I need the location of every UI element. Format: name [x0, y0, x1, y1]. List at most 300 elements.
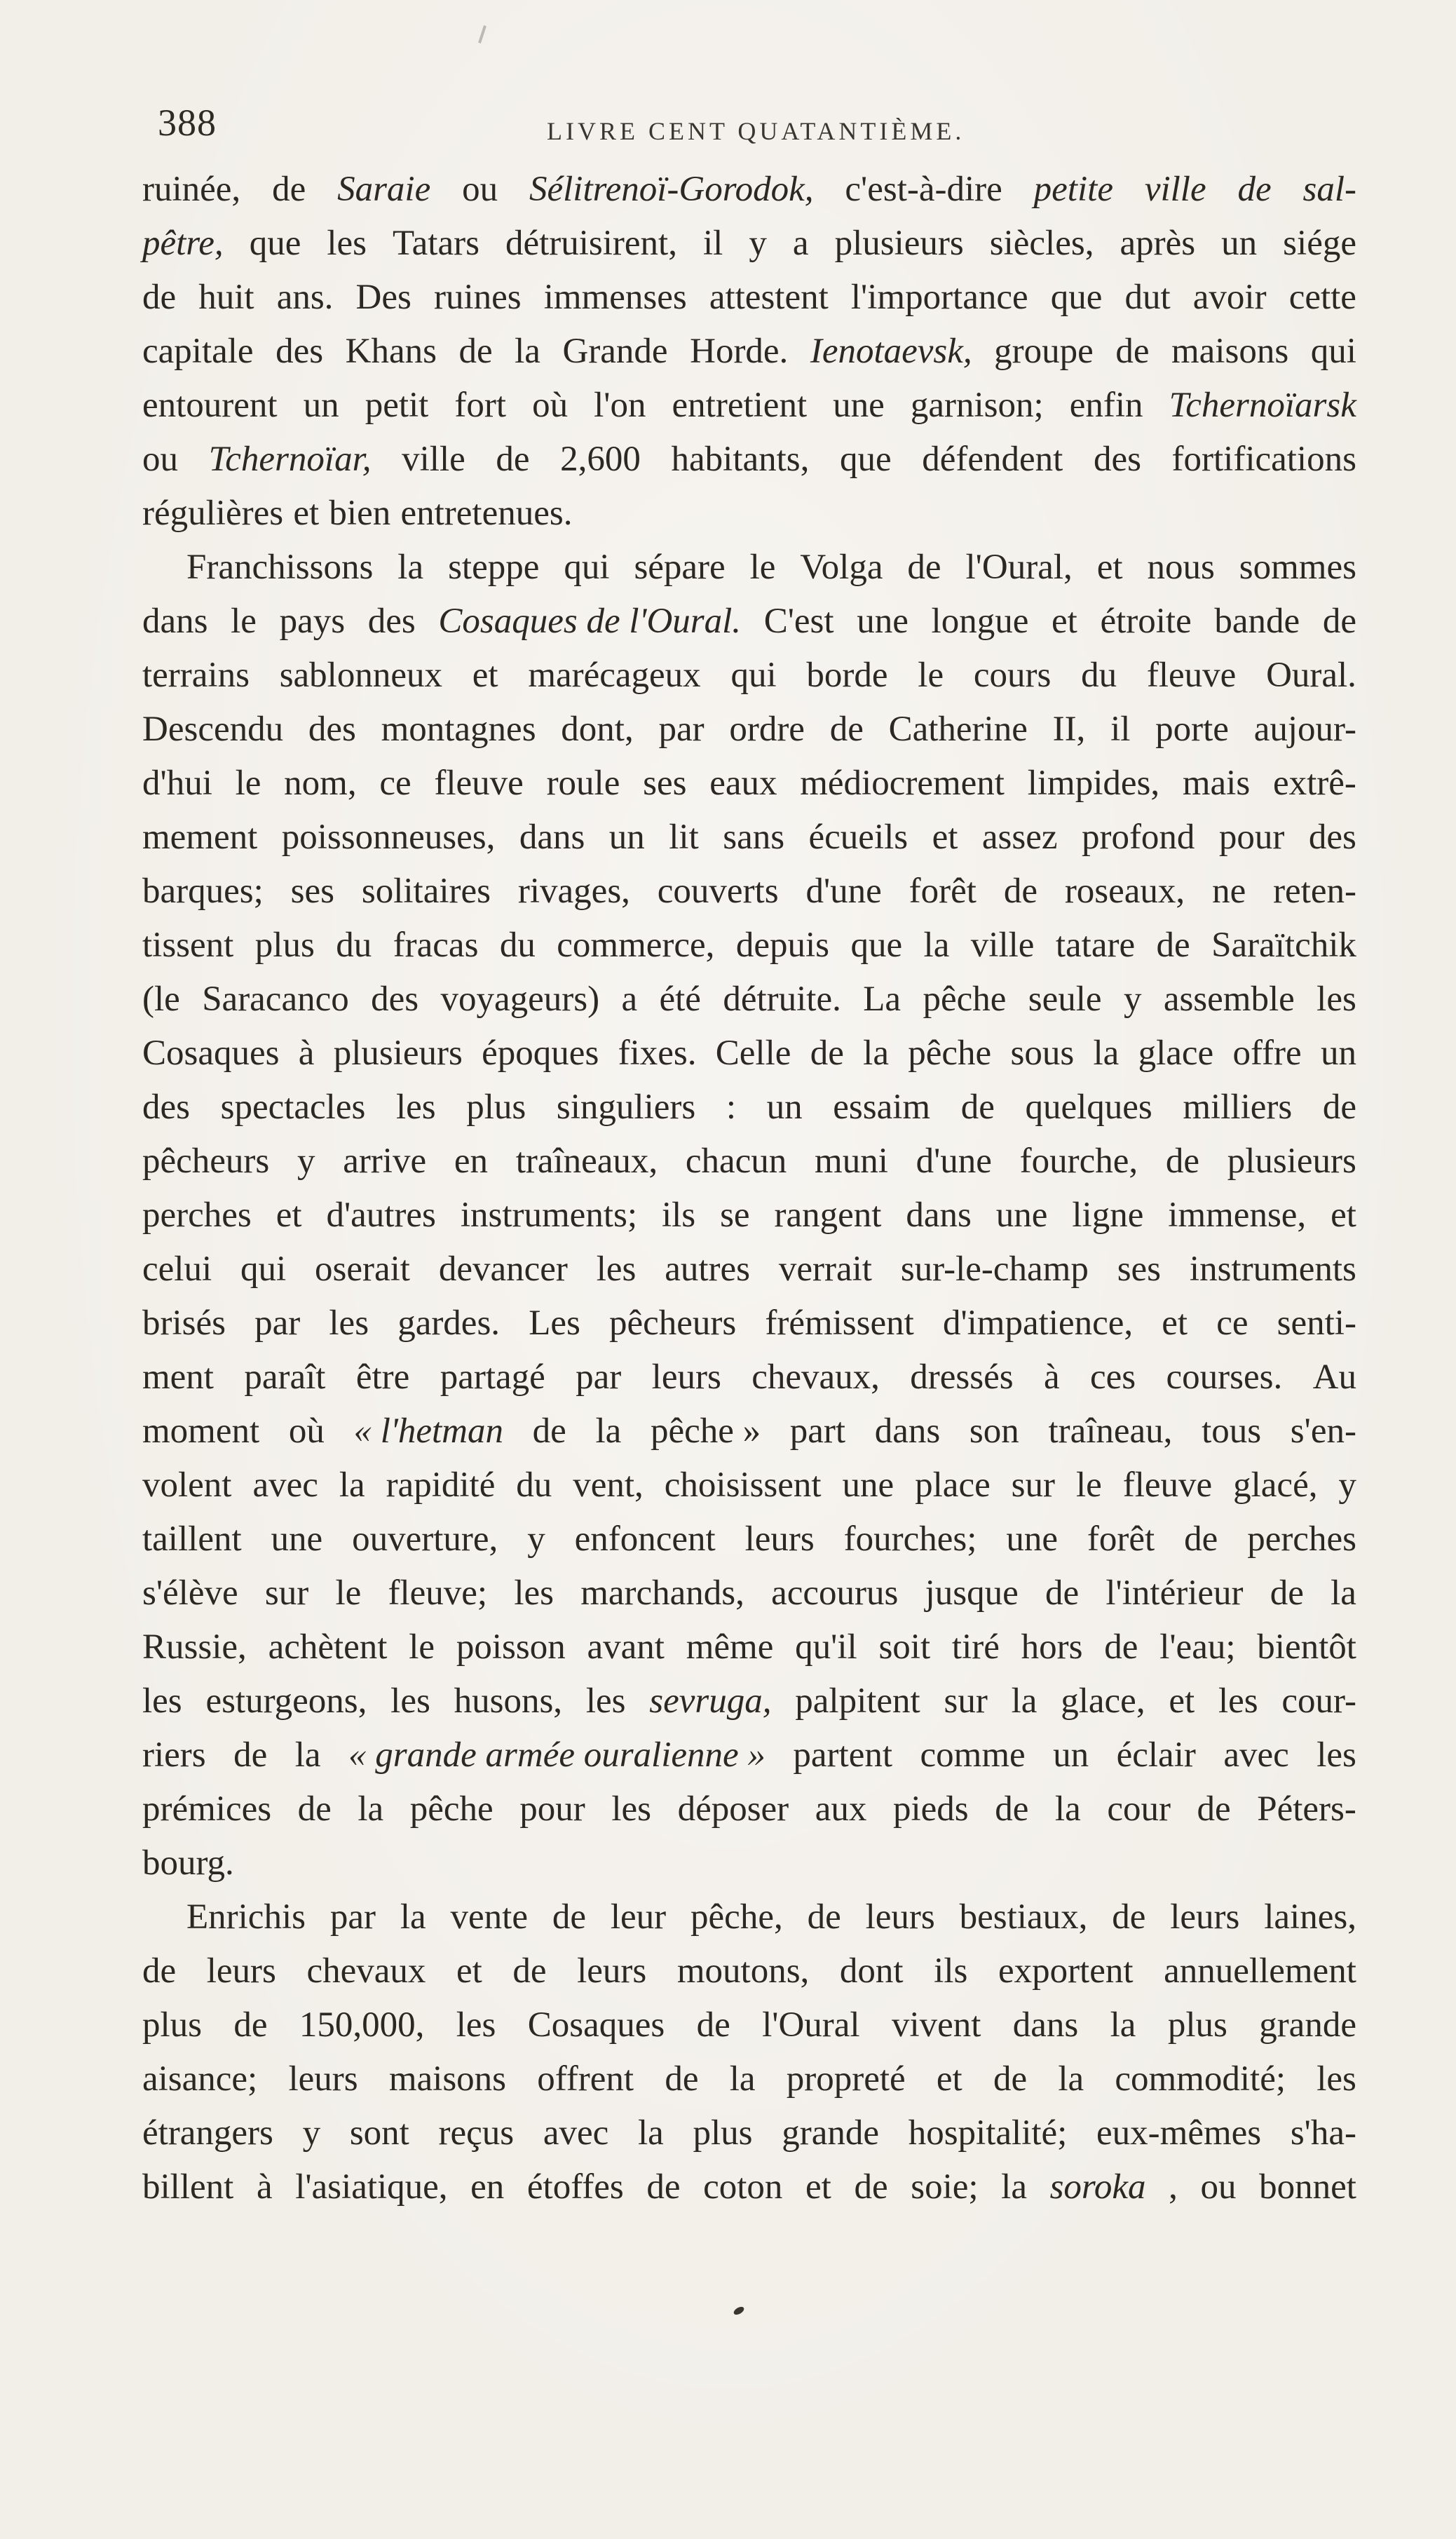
word: de [532, 1411, 566, 1451]
word: de [1270, 1573, 1304, 1613]
word: à [1043, 1357, 1060, 1397]
word: pêche [923, 980, 1007, 1019]
word: ordre [729, 710, 805, 749]
word: les [611, 1789, 651, 1829]
word: ment [142, 1357, 214, 1397]
word: taillent [142, 1519, 242, 1559]
word: qui [240, 1250, 287, 1289]
text-line [142, 757, 1356, 811]
word: s'élève [142, 1573, 238, 1613]
word: eaux [709, 764, 777, 803]
word: la [294, 1735, 321, 1775]
word: de [1322, 1088, 1356, 1127]
word: de [646, 2167, 681, 2207]
word: y [749, 224, 767, 263]
word: sur [264, 1573, 309, 1613]
text-line [142, 2052, 1356, 2106]
word: capitale [142, 332, 254, 371]
word: Cosaques [527, 2005, 665, 2045]
word: instruments; [460, 1196, 638, 1235]
word: détruite. [723, 980, 841, 1019]
word: offrent [537, 2059, 634, 2099]
word: les [327, 224, 367, 263]
word: seule [1028, 980, 1102, 1019]
word: glace, [1061, 1681, 1145, 1721]
word: moment [142, 1411, 260, 1451]
word: plusieurs [333, 1034, 463, 1073]
word: volent [142, 1465, 232, 1505]
word: de [1115, 332, 1150, 371]
text-line [142, 919, 1356, 973]
word: se [720, 1196, 750, 1235]
word: Horde. [690, 332, 789, 371]
word: assemble [1163, 980, 1295, 1019]
word: bonnet [1259, 2167, 1356, 2207]
word: fleuve [434, 764, 524, 803]
word: ou [142, 440, 178, 479]
word: pour [1218, 818, 1285, 857]
word: , [1169, 2167, 1178, 2207]
word: huit [198, 278, 254, 317]
word: eux-mêmes [1096, 2113, 1262, 2153]
word: et [456, 1951, 482, 1991]
word: du [336, 926, 372, 965]
word: ville [1144, 170, 1206, 209]
word: de [512, 1951, 547, 1991]
running-title: LIVRE CENT QUATANTIÈME. [547, 117, 965, 145]
page-number: 388 [158, 102, 217, 144]
word: le [749, 548, 776, 587]
word: il [1110, 710, 1131, 749]
word: de [1112, 1897, 1146, 1937]
word: sur [1011, 1465, 1056, 1505]
word: entretient [672, 386, 808, 425]
word: éclair [1116, 1735, 1196, 1775]
word: la [1110, 2005, 1136, 2045]
word: que [249, 224, 301, 263]
word: esturgeons, [205, 1681, 367, 1721]
word: Grande [562, 332, 668, 371]
word: par [329, 1897, 376, 1937]
word: étrangers [142, 2113, 273, 2153]
word: de [297, 1789, 332, 1829]
word: poisson [456, 1627, 566, 1667]
word: plus [142, 2005, 203, 2045]
word: une [995, 1196, 1048, 1235]
word: de [807, 1897, 841, 1937]
word: perches [1247, 1519, 1356, 1559]
word: sur-le-champ [900, 1250, 1089, 1289]
word: Tchernoïar, [208, 440, 372, 479]
text-line [142, 1189, 1356, 1243]
word: roseaux, [1064, 872, 1185, 911]
word: dut [1124, 278, 1171, 317]
word: son [969, 1411, 1019, 1451]
word: d'autres [326, 1196, 436, 1235]
word: la [729, 2059, 756, 2099]
word: verrait [778, 1250, 872, 1289]
word: celui [142, 1250, 212, 1289]
word: par [658, 710, 705, 749]
word: et [1052, 602, 1077, 641]
word: glace [1138, 1034, 1214, 1073]
word: : [726, 1088, 737, 1127]
word: Saracanco [202, 980, 349, 1019]
word: le [409, 1627, 435, 1667]
word: les [142, 1681, 182, 1721]
word: y [1338, 1465, 1356, 1505]
word: siége [1283, 224, 1356, 263]
word: milliers [1183, 1088, 1293, 1127]
word: profond [1081, 818, 1195, 857]
word: tous [1202, 1411, 1262, 1451]
word: entourent [142, 386, 278, 425]
word: spectacles [220, 1088, 366, 1127]
word: une [842, 1465, 894, 1505]
word: bande [1214, 602, 1300, 641]
word: riers [142, 1735, 206, 1775]
word: avec [1223, 1735, 1289, 1775]
word: et [1162, 1304, 1188, 1343]
word: 150,000, [299, 2005, 425, 2045]
word: fixes. [618, 1034, 697, 1073]
word: sablonneux [279, 656, 442, 695]
word: de [1104, 1627, 1138, 1667]
word: de [907, 548, 941, 587]
word: époques [482, 1034, 599, 1073]
word: une [857, 602, 909, 641]
word: nous [1147, 548, 1215, 587]
text-line [142, 1027, 1356, 1081]
word: cour- [1281, 1681, 1356, 1721]
word: maisons [388, 2059, 507, 2099]
word: d'une [916, 1142, 992, 1181]
word: hors [1021, 1627, 1083, 1667]
word: être [355, 1357, 410, 1397]
word: de [1322, 602, 1356, 641]
word: de [696, 2005, 730, 2045]
word: les [1316, 2059, 1356, 2099]
text-line [142, 1944, 1356, 1998]
word: où [288, 1411, 325, 1451]
word: Franchissons [186, 548, 374, 587]
word: un [1221, 224, 1258, 263]
text-line [142, 1998, 1356, 2052]
word: la [637, 2113, 664, 2153]
word: les [456, 2005, 496, 2045]
word: de [458, 332, 493, 371]
word: couverts [657, 872, 779, 911]
word: un [766, 1088, 803, 1127]
word: ils [934, 1951, 968, 1991]
word: à [298, 1034, 315, 1073]
word: bien [329, 494, 391, 533]
word: leurs [865, 1897, 935, 1937]
word: de [1156, 926, 1190, 965]
word: avant [587, 1627, 665, 1667]
word: et [275, 1196, 302, 1235]
word: Catherine [888, 710, 1028, 749]
word: pêcheurs [608, 1304, 737, 1343]
word: c'est-à-dire [845, 170, 1002, 209]
word: groupe [994, 332, 1094, 371]
word: le [335, 1573, 362, 1613]
word: des [1093, 440, 1141, 479]
word: par [254, 1304, 301, 1343]
word: singuliers [556, 1088, 696, 1127]
word: des [1308, 818, 1356, 857]
word: depuis [735, 926, 830, 965]
word: un [1320, 1034, 1356, 1073]
text-line [142, 217, 1356, 271]
word: déposer [677, 1789, 789, 1829]
word: laines, [1264, 1897, 1356, 1937]
text-line [142, 1243, 1356, 1296]
word: autres [665, 1250, 751, 1289]
word: de [960, 1088, 995, 1127]
word: de [1197, 1789, 1231, 1829]
word: ouverture, [352, 1519, 498, 1559]
word: que [850, 926, 903, 965]
text-line [142, 865, 1356, 919]
word: lit [669, 818, 699, 857]
word: garnison; [910, 386, 1044, 425]
word: leurs [577, 1951, 647, 1991]
word: et [1331, 1196, 1356, 1235]
word: la [1001, 2167, 1027, 2207]
word: instruments [1189, 1250, 1356, 1289]
word: dans [142, 602, 208, 641]
text-line [142, 271, 1356, 325]
word: en [470, 2167, 505, 2207]
word: la [515, 332, 540, 371]
word: une [833, 386, 885, 425]
word: partagé [440, 1357, 545, 1397]
word: des [371, 980, 419, 1019]
word: des [367, 602, 416, 641]
word: les [1316, 1735, 1356, 1775]
text-line [142, 1296, 1356, 1350]
word: la [397, 548, 424, 587]
word: l'asiatique, [295, 2167, 448, 2207]
word: offre [1232, 1034, 1302, 1073]
word: oserait [315, 1250, 410, 1289]
word: pêche, [690, 1897, 783, 1937]
word: ses [643, 764, 687, 803]
text-line [142, 973, 1356, 1027]
word: ne [1212, 872, 1246, 911]
word: ils [661, 1196, 696, 1235]
word: maisons [1171, 332, 1289, 371]
word: dans [1012, 2005, 1079, 2045]
word: petit [365, 386, 429, 425]
word: siècles, [989, 224, 1094, 263]
word: le [1075, 1465, 1102, 1505]
word: Ienotaevsk, [810, 332, 972, 371]
word: l'intérieur [1105, 1573, 1244, 1613]
word: reçus [438, 2113, 515, 2153]
word: cette [1288, 278, 1356, 317]
word: sépare [634, 548, 726, 587]
word: marécageux [528, 656, 701, 695]
text-line [142, 595, 1356, 649]
word: la [358, 1789, 384, 1829]
text-line [142, 541, 1356, 595]
word: avec [543, 2113, 609, 2153]
word: grande [782, 2113, 879, 2153]
word: du [499, 926, 536, 965]
word: une [1006, 1519, 1058, 1559]
text-line [142, 433, 1356, 487]
word: et [1169, 1681, 1195, 1721]
word: steppe [448, 548, 540, 587]
word: borde [806, 656, 888, 695]
word: de [829, 710, 864, 749]
word: husons, [454, 1681, 563, 1721]
word: brisés [142, 1304, 226, 1343]
word: sont [349, 2113, 409, 2153]
word: essaim [833, 1088, 931, 1127]
word: l'Oural, [965, 548, 1073, 587]
word: fleuve [1122, 1465, 1213, 1505]
word: leurs [651, 1357, 721, 1397]
word: traîneau, [1048, 1411, 1173, 1451]
word: plusieurs [1227, 1142, 1356, 1181]
word: et [472, 656, 498, 695]
word: Péters- [1257, 1789, 1356, 1829]
word: limpides, [1027, 764, 1160, 803]
word: plus [466, 1088, 526, 1127]
word: de [233, 2005, 268, 2045]
word: glacé, [1233, 1465, 1318, 1505]
word: de [233, 1735, 268, 1775]
word: régulières [142, 494, 284, 533]
word: partent [793, 1735, 893, 1775]
word: exportent [998, 1951, 1134, 1991]
text-line [142, 811, 1356, 865]
word: grande [1259, 2005, 1356, 2045]
word: les [596, 1250, 637, 1289]
word: dressés [910, 1357, 1014, 1397]
word: aux [815, 1789, 867, 1829]
word: un [608, 818, 645, 857]
word: leurs [206, 1951, 276, 1991]
word: pêche [409, 1789, 494, 1829]
word: les [1316, 980, 1356, 1019]
word: Volga [800, 548, 883, 587]
word: Saraïtchik [1211, 926, 1356, 965]
word: y [297, 1142, 315, 1181]
text-line [142, 1404, 1356, 1458]
word: pêche [908, 1034, 992, 1073]
word: « grande armée ouralienne » [348, 1735, 766, 1775]
text-line [142, 1566, 1356, 1620]
word: attestent [709, 278, 829, 317]
word: à [256, 2167, 273, 2207]
word: le [231, 602, 257, 641]
word: Cosaques [142, 1034, 280, 1073]
word: Russie, [142, 1627, 247, 1667]
word: immense, [1168, 1196, 1307, 1235]
word: pêtre, [142, 224, 224, 263]
word: billent [142, 2167, 234, 2207]
word: 2,600 [560, 440, 641, 479]
word: voyageurs) [440, 980, 600, 1019]
word: entretenues. [400, 494, 573, 533]
word: de [995, 1789, 1029, 1829]
word: « l'hetman [353, 1411, 503, 1451]
word: cours [973, 656, 1052, 695]
word: bestiaux, [959, 1897, 1088, 1937]
word: bientôt [1257, 1627, 1356, 1667]
word: leur [610, 1897, 667, 1937]
word: par [576, 1357, 622, 1397]
word: après [1120, 224, 1196, 263]
word: achètent [268, 1627, 388, 1667]
word: La [863, 980, 902, 1019]
word: marchands, [580, 1573, 744, 1613]
word: d'une [805, 872, 882, 911]
word: et [936, 2059, 962, 2099]
word: la [400, 1897, 426, 1937]
word: de [993, 2059, 1028, 2099]
word: pieds [892, 1789, 969, 1829]
word: où [532, 386, 569, 425]
word: la [1054, 1789, 1081, 1829]
text-line [142, 1890, 1356, 1944]
word: jusque [925, 1573, 1019, 1613]
word: les [390, 1681, 430, 1721]
word: II, [1052, 710, 1086, 749]
word: solitaires [361, 872, 491, 911]
word: l'importance [850, 278, 1028, 317]
word: médiocrement [800, 764, 1005, 803]
word: l'on [594, 386, 646, 425]
word: fourches; [843, 1519, 977, 1559]
word: rapidité [386, 1465, 496, 1505]
word: la [595, 1411, 622, 1451]
text-line [142, 1512, 1356, 1566]
word: barques; [142, 872, 264, 911]
word: quelques [1025, 1088, 1152, 1127]
word: chevaux, [751, 1357, 880, 1397]
text-line [142, 1836, 1356, 1890]
word: dans [519, 818, 585, 857]
word: soie; [911, 2167, 979, 2207]
word: devancer [438, 1250, 568, 1289]
word: frémissent [765, 1304, 914, 1343]
word: chacun [685, 1142, 787, 1181]
word: l'eau; [1159, 1627, 1236, 1667]
word: Sélitrenoï-Gorodok, [529, 170, 814, 209]
word: en [454, 1142, 488, 1181]
word: hospitalité; [908, 2113, 1068, 2153]
word: pour [519, 1789, 585, 1829]
word: et [805, 2167, 831, 2207]
word: comme [920, 1735, 1026, 1775]
word: de [1184, 1519, 1218, 1559]
word: de [1165, 1142, 1199, 1181]
word: aujour- [1253, 710, 1356, 749]
word: il [703, 224, 723, 263]
word: Des [355, 278, 411, 317]
word: étoffes [526, 2167, 624, 2207]
word: Khans [345, 332, 437, 371]
word: Celle [715, 1034, 791, 1073]
word: des [308, 710, 356, 749]
word: des [275, 332, 324, 371]
word: tissent [142, 926, 234, 965]
